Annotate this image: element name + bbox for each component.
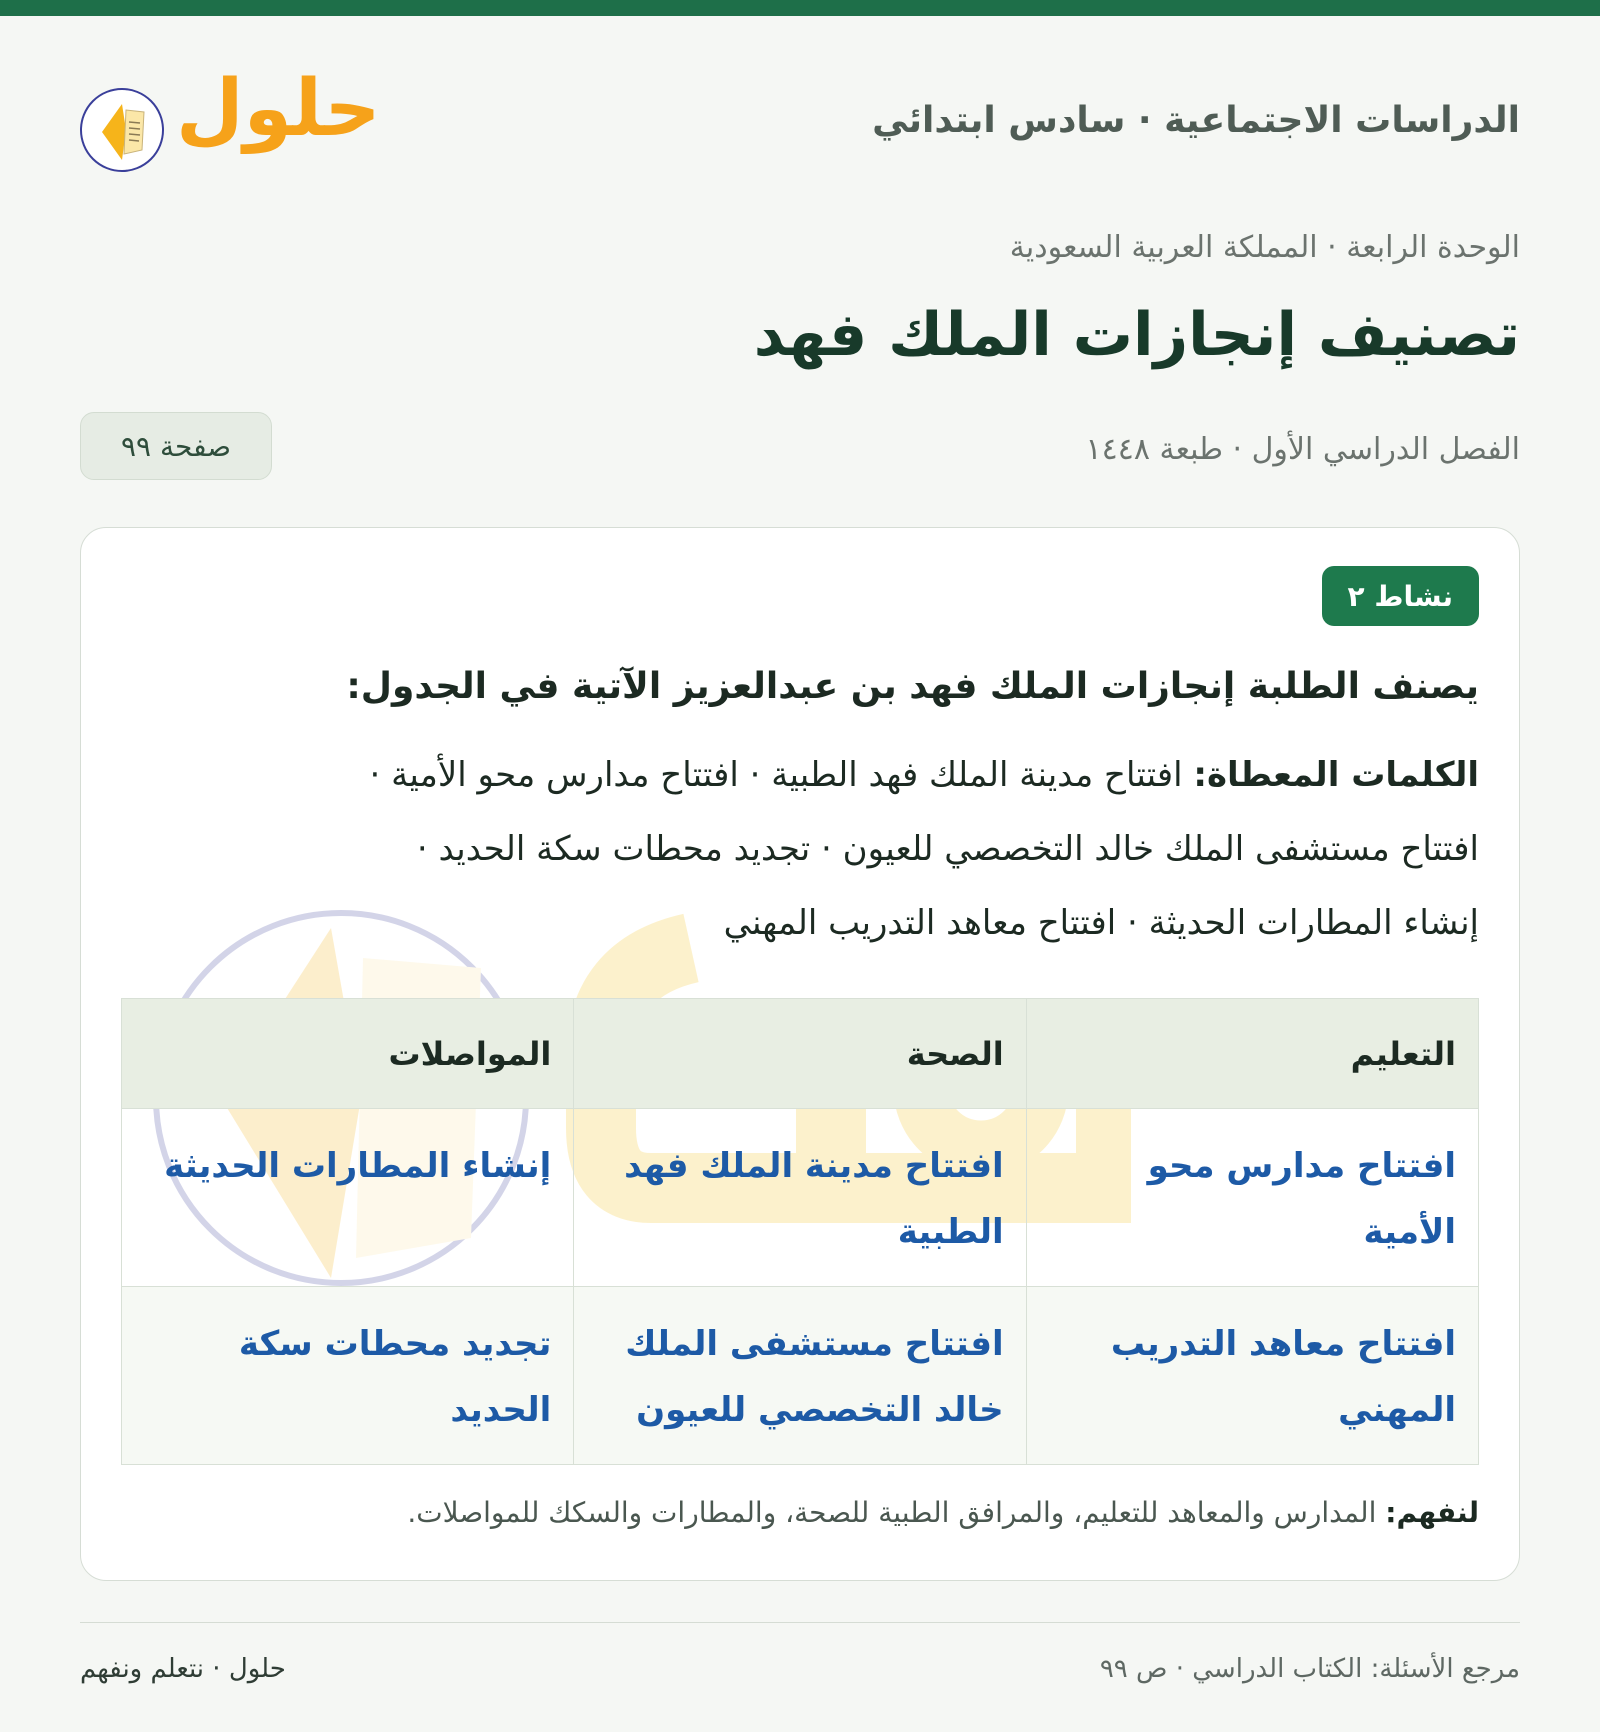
activity-badge: نشاط ٢ [1322,566,1479,626]
note-label: لنفهم: [1385,1496,1479,1529]
page-title: تصنيف إنجازات الملك فهد [753,300,1520,370]
explanation-note [407,1496,1479,1529]
column-header-education: التعليم [1026,999,1478,1109]
answer-cell: افتتاح مدارس محو الأمية [1026,1109,1478,1287]
activity-instruction: يصنف الطلبة إنجازات الملك فهد بن عبدالعزيز الآتية في الجدول: [346,666,1479,707]
top-accent-bar [0,0,1600,16]
answer-cell: افتتاح مدينة الملك فهد الطبية [574,1109,1026,1287]
subject-title: الدراسات الاجتماعية · سادس ابتدائي [872,100,1520,141]
footer-brand[interactable]: حلول · نتعلم ونفهم [80,1654,286,1684]
answer-cell: افتتاح مستشفى الملك خالد التخصصي للعيون [574,1287,1026,1465]
table-header-row [122,999,1479,1109]
activity-card [80,527,1520,1581]
given-words-line [119,738,1479,812]
given-words-text: افتتاح مدينة الملك فهد الطبية · افتتاح مدارس محو الأمية · [369,755,1183,795]
answer-cell: تجديد محطات سكة الحديد [122,1287,574,1465]
answer-cell: إنشاء المطارات الحديثة [122,1109,574,1287]
given-words-label: الكلمات المعطاة: [1193,755,1479,795]
footer-divider [80,1622,1520,1623]
note-text: المدارس والمعاهد للتعليم، والمرافق الطبية للصحة، والمطارات والسكك للمواصلات. [407,1496,1377,1529]
given-words-line: افتتاح مستشفى الملك خالد التخصصي للعيون · تجديد محطات سكة الحديد · [416,829,1479,869]
term-edition: الفصل الدراسي الأول · طبعة ١٤٤٨ [1085,432,1520,467]
classification-table [121,998,1479,1465]
footer-reference: مرجع الأسئلة: الكتاب الدراسي · ص ٩٩ [1099,1654,1520,1684]
unit-subtitle: الوحدة الرابعة · المملكة العربية السعودية [1009,230,1520,265]
table-row [122,1109,1479,1287]
table-row [122,1287,1479,1465]
book-icon [80,88,164,172]
hulul-logo[interactable] [80,64,381,180]
column-header-health: الصحة [574,999,1026,1109]
given-words-line: إنشاء المطارات الحديثة · افتتاح معاهد التدريب المهني [723,903,1479,943]
column-header-transport: المواصلات [122,999,574,1109]
logo-wordmark: حلول [176,64,381,154]
page-number-chip: صفحة ٩٩ [80,412,272,480]
answer-cell: افتتاح معاهد التدريب المهني [1026,1287,1478,1465]
given-words [119,738,1479,960]
